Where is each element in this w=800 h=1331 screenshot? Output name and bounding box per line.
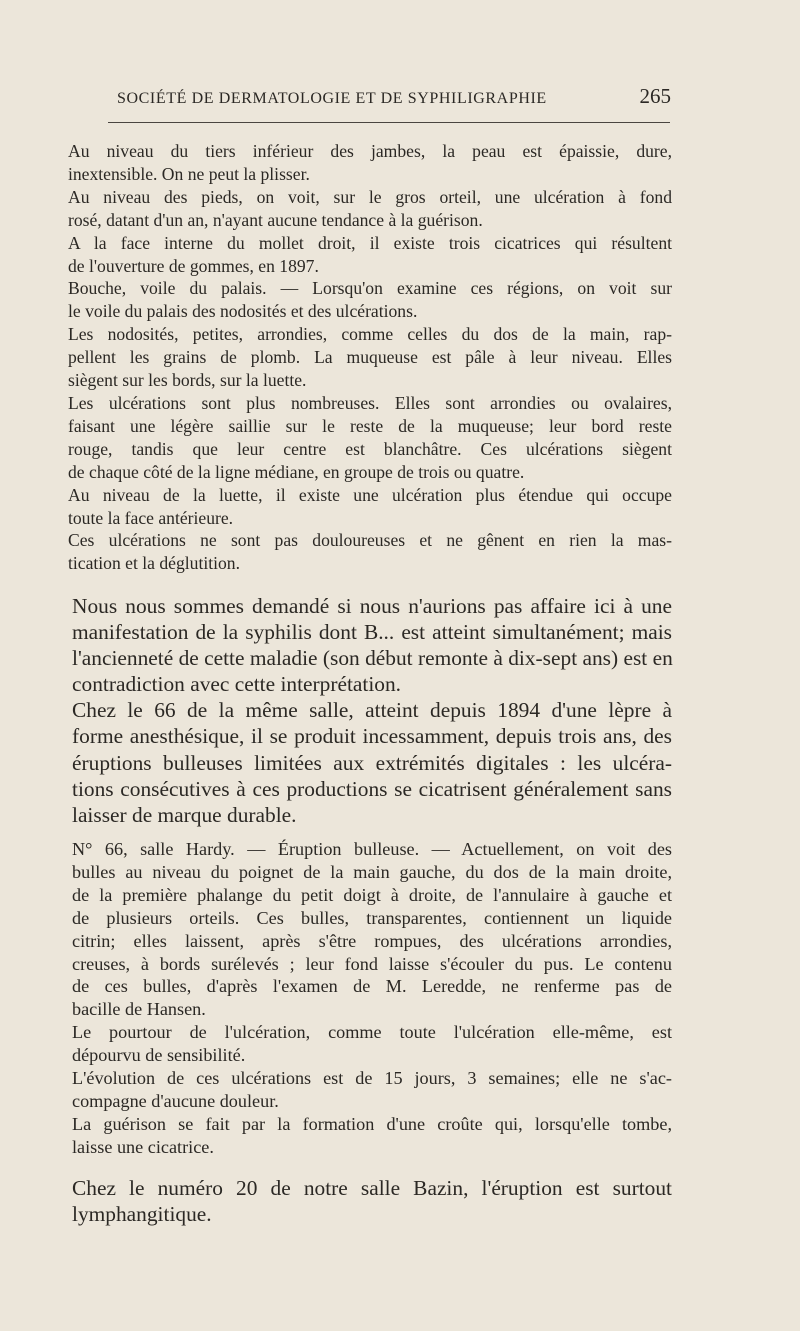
text-line: laisser de marque durable. [72,802,297,827]
text-line: citrin; elles laissent, après s'être rompues, des ulcérations arrondies, [72,930,672,951]
text-line: bacille de Hansen. [72,999,206,1020]
paragraph [52,1067,672,1113]
text-line: Les nodosités, petites, arrondies, comme celles du dos de la main, rap- [68,324,672,345]
text-line: tication et la déglutition. [68,553,240,574]
text-line: N° 66, salle Hardy. — Éruption bulleuse. — Actuellement, on voit des [72,839,672,859]
commentary-block [52,593,672,828]
text-line: A la face interne du mollet droit, il existe trois cicatrices qui résultent [68,232,672,253]
case-66-block [52,838,672,1159]
text-line: de l'ouverture de gommes, en 1897. [68,255,319,276]
text-line: siègent sur les bords, sur la luette. [68,370,307,391]
case-20-block [52,1175,672,1227]
text-line: compagne d'aucune douleur. [72,1090,279,1111]
text-line: manifestation de la syphilis dont B... est atteint simultanément; mais [72,620,672,645]
text-line: Chez le numéro 20 de notre salle Bazin, l'éruption est surtout [72,1176,672,1200]
case-description-block [52,140,672,575]
text-line: rosé, datant d'un an, n'ayant aucune tendance à la guérison. [68,209,483,230]
paragraph [52,529,672,575]
text-line: Les ulcérations sont plus nombreuses. Elles sont arrondies ou ovalaires, [68,392,672,413]
text-line: Nous nous sommes demandé si nous n'aurions pas affaire ici à une [72,594,672,618]
text-line: contradiction avec cette interprétation. [72,672,402,697]
text-line: dépourvu de sensibilité. [72,1045,246,1066]
paragraph [52,838,672,1021]
text-line: inextensible. On ne peut la plisser. [68,163,310,184]
text-line: Le pourtour de l'ulcération, comme toute l'ulcération elle-même, est [72,1022,672,1043]
paragraph [52,1021,672,1067]
text-line: lymphangitique. [72,1202,212,1227]
text-line: La guérison se fait par la formation d'une croûte qui, lorsqu'elle tombe, [72,1113,672,1134]
text-line: le voile du palais des nodosités et des ulcérations. [68,301,418,322]
running-header [75,82,675,112]
text-line: éruptions bulleuses limitées aux extrémités digitales : les ulcéra- [72,750,672,775]
text-line: Au niveau de la luette, il existe une ulcération plus étendue qui occupe [68,484,672,505]
paragraph [52,1113,672,1159]
paragraph [52,277,672,323]
text-line: tions consécutives à ces productions se cicatrisent généralement sans [72,776,672,801]
text-line: Ces ulcérations ne sont pas douloureuses et ne gênent en rien la mas- [68,530,672,551]
text-line: Chez le 66 de la même salle, atteint depuis 1894 d'une lèpre à [72,698,672,723]
header-rule [108,122,670,123]
text-line: l'ancienneté de cette maladie (son début remonte à dix-sept ans) est en [72,646,673,671]
text-line: de plusieurs orteils. Ces bulles, transparentes, contiennent un liquide [72,907,672,928]
text-line: Au niveau du tiers inférieur des jambes, la peau est épaissie, dure, [68,141,672,161]
text-line: de la première phalange du petit doigt à droite, de l'annulaire à gauche et [72,884,672,905]
text-line: de chaque côté de la ligne médiane, en groupe de trois ou quatre. [68,461,525,482]
text-line: forme anesthésique, il se produit incessamment, depuis trois ans, des [72,724,672,749]
text-line: laisse une cicatrice. [72,1136,214,1157]
text-line: de ces bulles, d'après l'examen de M. Leredde, ne renferme pas de [72,976,672,997]
paragraph [52,1175,672,1227]
text-line: creuses, à bords surélevés ; leur fond laisse s'écouler du pus. Le contenu [72,953,672,974]
text-line: toute la face antérieure. [68,507,234,528]
text-line: L'évolution de ces ulcérations est de 15 jours, 3 semaines; elle ne s'ac- [72,1068,672,1089]
paragraph [52,232,672,278]
page-number: 265 [639,84,671,108]
paragraph [52,697,672,827]
text-line: pellent les grains de plomb. La muqueuse est pâle à leur niveau. Elles [68,347,672,368]
paragraph [52,392,672,484]
paragraph [52,323,672,392]
text-line: bulles au niveau du poignet de la main gauche, du dos de la main droite, [72,861,672,882]
paragraph [52,186,672,232]
paragraph [52,484,672,530]
paragraph [52,593,672,697]
running-title: SOCIÉTÉ DE DERMATOLOGIE ET DE SYPHILIGRAPHIE [117,90,547,107]
text-line: Au niveau des pieds, on voit, sur le gros orteil, une ulcération à fond [68,186,672,207]
text-line: Bouche, voile du palais. — Lorsqu'on examine ces régions, on voit sur [68,278,672,299]
text-line: rouge, tandis que leur centre est blanchâtre. Ces ulcérations siègent [68,438,672,459]
paragraph [52,140,672,186]
text-line: faisant une légère saillie sur le reste de la muqueuse; leur bord reste [68,415,672,436]
